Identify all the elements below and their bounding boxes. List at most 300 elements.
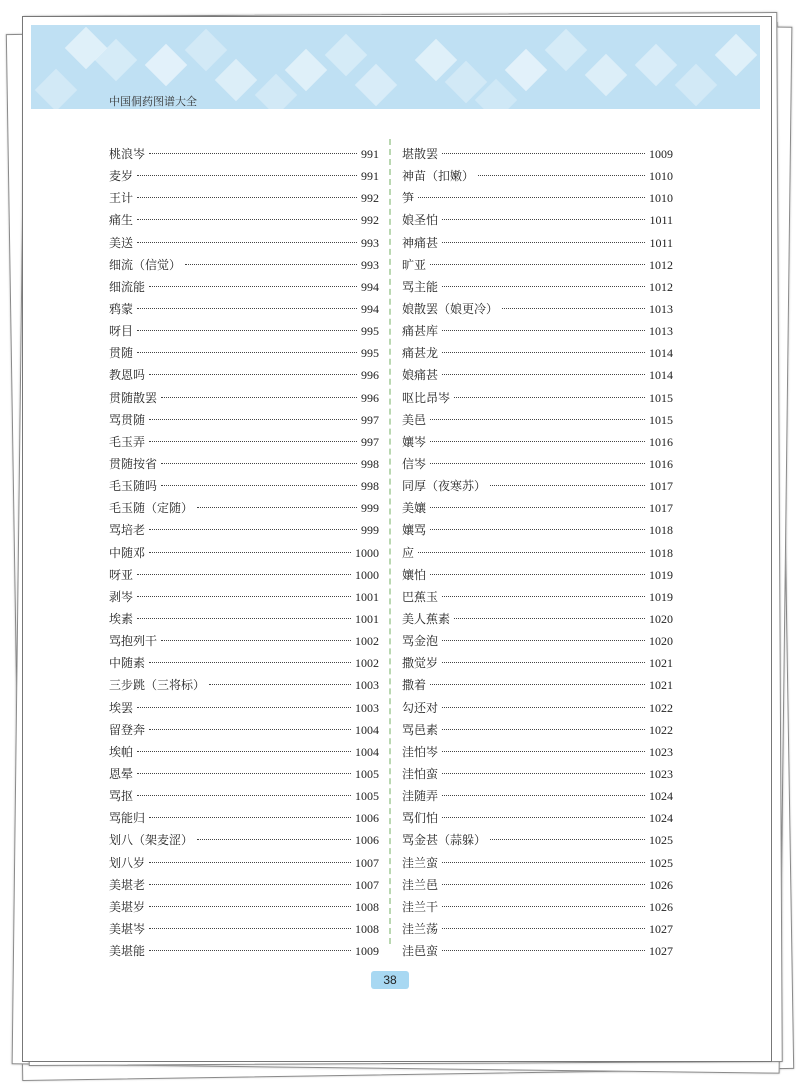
entry-page: 1001 [355,611,379,626]
index-entry [402,787,673,809]
index-entry [402,588,673,610]
leader-dots [442,862,645,863]
entry-page: 1022 [649,722,673,737]
leader-dots [490,485,645,486]
entry-name: 痛甚龙 [402,346,439,361]
index-entry [402,898,673,920]
index-entry [402,433,673,455]
entry-name: 贯随散罢 [109,390,158,405]
diamond-shape [145,44,187,86]
leader-dots [185,264,357,265]
index-entry [402,854,673,876]
entry-name: 同厚（夜寒苏） [402,479,487,494]
entry-name: 神痛甚 [402,235,439,250]
entry-name: 娘圣怕 [402,213,439,228]
entry-name: 孃怕 [402,567,427,582]
entry-name: 骂抠 [109,789,134,804]
entry-page: 997 [361,412,379,427]
leader-dots [442,884,645,885]
entry-page: 1017 [649,479,673,494]
index-column-right [402,145,673,964]
index-entry [402,920,673,942]
entry-name: 毛玉随吗 [109,479,158,494]
index-entry [402,477,673,499]
leader-dots [442,928,645,929]
entry-page: 1026 [649,877,673,892]
entry-name: 中随素 [109,656,146,671]
index-entry [402,234,673,256]
entry-page: 993 [361,257,379,272]
entry-page: 1015 [649,390,673,405]
leader-dots [418,197,645,198]
entry-name: 洼怕岑 [402,744,439,759]
entry-page: 992 [361,213,379,228]
leader-dots [137,596,351,597]
index-entry [402,366,673,388]
index-entry [402,145,673,167]
entry-name: 教恩吗 [109,368,146,383]
entry-page: 1013 [649,301,673,316]
leader-dots [430,684,645,685]
index-entry [109,411,379,433]
leader-dots [149,419,357,420]
entry-name: 骂能归 [109,811,146,826]
index-entry [109,344,379,366]
leader-dots [149,552,351,553]
entry-name: 洼兰干 [402,899,439,914]
leader-dots [430,264,645,265]
index-entry [402,278,673,300]
entry-page: 1010 [649,191,673,206]
entry-page: 998 [361,456,379,471]
entry-page: 1004 [355,744,379,759]
index-entry [109,366,379,388]
entry-page: 1021 [649,678,673,693]
leader-dots [442,286,645,287]
index-entry [109,234,379,256]
index-entry [109,455,379,477]
index-entry [109,787,379,809]
index-entry [402,211,673,233]
index-entry [109,588,379,610]
leader-dots [430,529,645,530]
entry-page: 1019 [649,589,673,604]
leader-dots [161,397,357,398]
leader-dots [442,906,645,907]
entry-page: 1016 [649,456,673,471]
entry-name: 巴蕉玉 [402,589,439,604]
leader-dots [137,707,351,708]
index-entry [109,898,379,920]
index-entry [402,167,673,189]
index-entry [109,721,379,743]
entry-name: 洼兰蛮 [402,855,439,870]
entry-name: 洼怕蛮 [402,766,439,781]
diamond-shape [355,64,397,106]
entry-name: 娘痛甚 [402,368,439,383]
index-entry [109,322,379,344]
entry-name: 骂主能 [402,279,439,294]
leader-dots [149,153,357,154]
entry-name: 骂贯随 [109,412,146,427]
leader-dots [502,308,645,309]
index-entry [109,477,379,499]
entry-page: 991 [361,147,379,161]
entry-page: 1009 [355,944,379,959]
entry-page: 1003 [355,678,379,693]
leader-dots [442,596,645,597]
page-number: 38 [371,971,409,989]
leader-dots [197,507,357,508]
entry-page: 1015 [649,412,673,427]
entry-name: 留登奔 [109,722,146,737]
leader-dots [149,286,357,287]
index-entry [109,809,379,831]
leader-dots [442,662,645,663]
leader-dots [137,574,351,575]
leader-dots [137,242,357,243]
index-entry [402,699,673,721]
leader-dots [137,795,351,796]
entry-page: 1025 [649,855,673,870]
diamond-shape [255,74,297,109]
index-entry [402,322,673,344]
index-entry [109,920,379,942]
index-entry [402,499,673,521]
leader-dots [442,707,645,708]
entry-name: 孃骂 [402,523,427,538]
index-entry [402,344,673,366]
index-entry [109,145,379,167]
entry-page: 996 [361,368,379,383]
index-entry [109,499,379,521]
leader-dots [137,219,357,220]
entry-name: 撒觉岁 [402,656,439,671]
entry-name: 美孃 [402,501,427,516]
entry-page: 1014 [649,368,673,383]
entry-name: 痛甚库 [402,324,439,339]
entry-name: 美堪老 [109,877,146,892]
entry-page: 1016 [649,434,673,449]
entry-name: 娘散罢（娘更冷） [402,301,499,316]
entry-page: 994 [361,279,379,294]
entry-page: 1002 [355,634,379,649]
entry-name: 堪散罢 [402,147,439,161]
entry-name: 划八岁 [109,855,146,870]
entry-page: 1014 [649,346,673,361]
entry-page: 1022 [649,700,673,715]
entry-name: 骂金甚（蒜躲） [402,833,487,848]
entry-name: 孃岑 [402,434,427,449]
entry-page: 1009 [649,147,673,161]
index-entry [109,743,379,765]
entry-name: 笋 [402,191,415,206]
index-entry [109,831,379,853]
entry-name: 骂金泡 [402,634,439,649]
leader-dots [149,928,351,929]
leader-dots [478,175,645,176]
index-entry [109,189,379,211]
leader-dots [149,729,351,730]
entry-page: 994 [361,301,379,316]
index-entry [402,765,673,787]
index-entry [402,676,673,698]
leader-dots [149,529,357,530]
entry-page: 1007 [355,855,379,870]
index-entry [109,544,379,566]
entry-name: 细流（信觉） [109,257,182,272]
entry-page: 995 [361,324,379,339]
index-entry [402,189,673,211]
index-entry [402,521,673,543]
index-entry [402,831,673,853]
index-entry [109,278,379,300]
leader-dots [442,219,645,220]
entry-page: 1004 [355,722,379,737]
entry-page: 1008 [355,899,379,914]
leader-dots [149,662,351,663]
index-entry [402,809,673,831]
index-entry [109,765,379,787]
diamond-shape [715,34,757,76]
entry-page: 1000 [355,545,379,560]
leader-dots [149,906,351,907]
entry-name: 骂们怕 [402,811,439,826]
entry-page: 993 [361,235,379,250]
entry-name: 美堪能 [109,944,146,959]
diamond-shape [285,49,327,91]
entry-name: 三步跳（三将标） [109,678,206,693]
diamond-shape [675,64,717,106]
entry-page: 1024 [649,789,673,804]
leader-dots [149,950,351,951]
entry-page: 1000 [355,567,379,582]
entry-name: 洼兰邑 [402,877,439,892]
leader-dots [161,485,357,486]
leader-dots [442,330,645,331]
entry-name: 恩晕 [109,766,134,781]
entry-name: 美堪岑 [109,921,146,936]
index-entry [109,433,379,455]
entry-page: 1017 [649,501,673,516]
entry-name: 王计 [109,191,134,206]
diamond-shape [185,29,227,71]
index-entry [402,411,673,433]
entry-name: 勾还对 [402,700,439,715]
entry-page: 1018 [649,545,673,560]
entry-page: 998 [361,479,379,494]
entry-page: 1011 [649,235,673,250]
index-entry [402,942,673,964]
index-entry [109,676,379,698]
leader-dots [454,397,645,398]
leader-dots [442,374,645,375]
leader-dots [430,507,645,508]
entry-name: 撒着 [402,678,427,693]
entry-page: 997 [361,434,379,449]
entry-page: 991 [361,169,379,184]
index-entry [109,521,379,543]
leader-dots [442,242,645,243]
entry-name: 埃素 [109,611,134,626]
entry-page: 1020 [649,611,673,626]
index-entry [402,389,673,411]
leader-dots [137,618,351,619]
entry-page: 1011 [649,213,673,228]
leader-dots [137,197,357,198]
index-entry [109,632,379,654]
entry-name: 洼兰荡 [402,921,439,936]
index-entry [109,610,379,632]
entry-name: 洼随弄 [402,789,439,804]
entry-page: 1007 [355,877,379,892]
index-entry [109,389,379,411]
entry-name: 中随邓 [109,545,146,560]
entry-page: 1026 [649,899,673,914]
leader-dots [149,884,351,885]
entry-name: 美人蕉素 [402,611,451,626]
index-entry [109,566,379,588]
diamond-shape [325,34,367,76]
index-entry [402,300,673,322]
entry-page: 1020 [649,634,673,649]
leader-dots [454,618,645,619]
entry-page: 1027 [649,944,673,959]
entry-name: 美邑 [402,412,427,427]
entry-name: 毛玉随（定随） [109,501,194,516]
leader-dots [418,552,645,553]
entry-page: 1019 [649,567,673,582]
diamond-shape [585,54,627,96]
index-entry [402,544,673,566]
entry-page: 1006 [355,833,379,848]
entry-page: 1023 [649,766,673,781]
diamond-shape [505,49,547,91]
leader-dots [137,308,357,309]
index-entry [109,942,379,964]
entry-page: 1023 [649,744,673,759]
entry-page: 999 [361,501,379,516]
leader-dots [137,175,357,176]
entry-name: 应 [402,545,415,560]
entry-name: 麦岁 [109,169,134,184]
leader-dots [442,153,645,154]
book-title: 中国侗药图谱大全 [109,95,197,108]
index-entry [109,256,379,278]
leader-dots [442,751,645,752]
leader-dots [430,574,645,575]
leader-dots [197,839,351,840]
entry-page: 1005 [355,789,379,804]
entry-name: 骂邑素 [402,722,439,737]
diamond-shape [545,29,587,71]
leader-dots [137,773,351,774]
index-entry [402,654,673,676]
leader-dots [149,441,357,442]
entry-page: 1001 [355,589,379,604]
leader-dots [161,640,351,641]
entry-page: 1008 [355,921,379,936]
index-entry [109,654,379,676]
entry-name: 毛玉弄 [109,434,146,449]
leader-dots [430,441,645,442]
entry-page: 1012 [649,279,673,294]
leader-dots [442,950,645,951]
entry-name: 骂抱列干 [109,634,158,649]
index-entry [402,876,673,898]
entry-name: 划八（架麦涩） [109,833,194,848]
index-entry [109,854,379,876]
entry-page: 999 [361,523,379,538]
entry-page: 1010 [649,169,673,184]
entry-name: 贯随按省 [109,456,158,471]
diamond-shape [215,59,257,101]
entry-name: 桃浪岑 [109,147,146,161]
index-entry [109,211,379,233]
entry-name: 美送 [109,235,134,250]
leader-dots [137,751,351,752]
entry-page: 992 [361,191,379,206]
entry-page: 996 [361,390,379,405]
index-entry [402,455,673,477]
entry-name: 旷亚 [402,257,427,272]
leader-dots [442,773,645,774]
entry-page: 1018 [649,523,673,538]
entry-name: 痛生 [109,213,134,228]
entry-name: 呀目 [109,324,134,339]
index-entry [402,721,673,743]
entry-page: 1012 [649,257,673,272]
leader-dots [442,817,645,818]
entry-page: 1003 [355,700,379,715]
entry-page: 1013 [649,324,673,339]
index-entry [109,699,379,721]
leader-dots [442,795,645,796]
leader-dots [430,419,645,420]
entry-name: 埃帕 [109,744,134,759]
entry-page: 1002 [355,656,379,671]
page-header-banner [31,25,760,109]
leader-dots [137,352,357,353]
leader-dots [442,729,645,730]
entry-name: 贯随 [109,346,134,361]
index-column-left [109,145,379,964]
leader-dots [442,640,645,641]
entry-name: 神苗（扣嫩） [402,169,475,184]
entry-page: 1025 [649,833,673,848]
entry-name: 剥岑 [109,589,134,604]
index-entry [109,876,379,898]
index-entry [109,300,379,322]
leader-dots [149,862,351,863]
entry-page: 1021 [649,656,673,671]
index-entry [109,167,379,189]
entry-page: 995 [361,346,379,361]
leader-dots [149,817,351,818]
entry-name: 鸦蒙 [109,301,134,316]
entry-name: 呀亚 [109,567,134,582]
diamond-shape [635,44,677,86]
entry-name: 呕比昂岑 [402,390,451,405]
entry-page: 1027 [649,921,673,936]
entry-page: 1005 [355,766,379,781]
entry-name: 埃罢 [109,700,134,715]
book-page [22,16,772,1062]
leader-dots [149,374,357,375]
entry-name: 美堪岁 [109,899,146,914]
index-entry [402,632,673,654]
index-entry [402,743,673,765]
